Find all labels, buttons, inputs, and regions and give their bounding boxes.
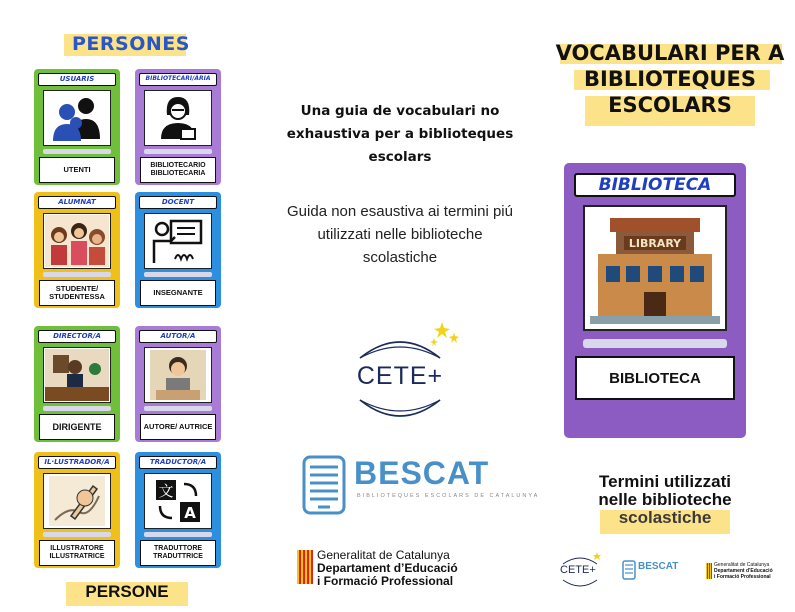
card-bar — [43, 272, 111, 277]
card-docent — [135, 192, 221, 308]
card-tag: TRADUCTOR/A — [139, 456, 217, 469]
big-card-biblioteca — [564, 163, 746, 438]
terms-line3: scolastiche — [618, 508, 712, 527]
subtitle-catalan: Una guia de vocabulari no exhaustiva per a biblioteques escolars — [286, 103, 514, 165]
card-label: AUTORE/ AUTRICE — [140, 414, 216, 440]
bescat-book-icon — [298, 455, 352, 515]
svg-text:A: A — [184, 504, 196, 522]
library-sign: LIBRARY — [628, 237, 682, 250]
card-illustrador — [34, 452, 120, 568]
subtitle-italian: Guida non esaustiva ai termini piú utilizzati nelle biblioteche scolastiche — [287, 203, 513, 266]
gencat-line1: Generalitat de Catalunya — [317, 548, 450, 562]
card-alumnat — [34, 192, 120, 308]
persone-label: PERSONE — [85, 582, 169, 601]
card-director — [34, 326, 120, 442]
illustrator-icon — [43, 473, 111, 529]
terms-line1: Termini utilizzati — [599, 472, 731, 491]
cete-logo-text: CETE+ — [356, 362, 444, 390]
big-card-label: BIBLIOTECA — [575, 356, 735, 400]
card-label: STUDENTE/ STUDENTESSA — [39, 280, 115, 306]
card-label: TRADUTTORE TRADUTTRICE — [140, 540, 216, 566]
persones-title: PERSONES — [72, 33, 190, 55]
catalan-flag-icon — [297, 550, 313, 584]
users-icon — [43, 90, 111, 146]
card-label: DIRIGENTE — [39, 414, 115, 440]
librarian-icon — [144, 90, 212, 146]
card-bar — [144, 149, 212, 154]
terms-line2: nelle biblioteche — [598, 490, 732, 509]
bescat-subtitle: BIBLIOTEQUES ESCOLARS DE CATALUNYA — [357, 493, 540, 499]
mini-gencat-line3: i Formació Professional — [714, 574, 771, 580]
card-bar — [43, 532, 111, 537]
card-bar — [43, 406, 111, 411]
bescat-logo-text: BESCAT — [354, 455, 490, 491]
card-bar — [144, 272, 212, 277]
card-label: BIBLIOTECARIO BIBLIOTECARIA — [140, 157, 216, 183]
teacher-icon — [144, 213, 212, 269]
card-tag: IL·LUSTRADOR/A — [38, 456, 116, 469]
card-label: INSEGNANTE — [140, 280, 216, 306]
big-card-tag: BIBLIOTECA — [574, 173, 736, 197]
card-traductor — [135, 452, 221, 568]
card-label: UTENTI — [39, 157, 115, 183]
card-bar — [144, 532, 212, 537]
svg-text:文: 文 — [158, 482, 174, 500]
students-icon — [43, 213, 111, 269]
terms-text — [565, 473, 765, 527]
card-tag: USUARIS — [38, 73, 116, 86]
card-label: ILLUSTRATORE ILLUSTRATRICE — [39, 540, 115, 566]
gencat-line3: i Formació Professional — [317, 574, 454, 588]
card-tag: BIBLIOTECARI/ÀRIA — [139, 73, 217, 86]
card-bibliotecari — [135, 69, 221, 185]
translator-icon — [144, 473, 212, 529]
card-bar — [43, 149, 111, 154]
mini-bescat-icon — [622, 560, 636, 580]
card-usuaris — [34, 69, 120, 185]
mini-cete-text: CETE+ — [560, 564, 596, 576]
card-tag: DIRECTOR/A — [38, 330, 116, 343]
card-tag: AUTOR/A — [139, 330, 217, 343]
big-card-bar — [583, 339, 727, 348]
card-bar — [144, 406, 212, 411]
mini-flag-icon — [706, 563, 712, 579]
director-icon — [43, 347, 111, 403]
card-tag: DOCENT — [139, 196, 217, 209]
main-title: VOCABULARI PER A BIBLIOTEQUES ESCOLARS — [555, 41, 785, 117]
gencat-line2: Departament d’Educació — [317, 561, 458, 575]
mini-gencat-line2: Departament d’Educació — [714, 568, 773, 574]
library-building-icon — [583, 205, 727, 331]
mini-gencat-line1: Generalitat de Catalunya — [714, 562, 770, 568]
author-icon — [144, 347, 212, 403]
card-tag: ALUMNAT — [38, 196, 116, 209]
card-autor — [135, 326, 221, 442]
mini-bescat-text: BESCAT — [638, 561, 679, 572]
